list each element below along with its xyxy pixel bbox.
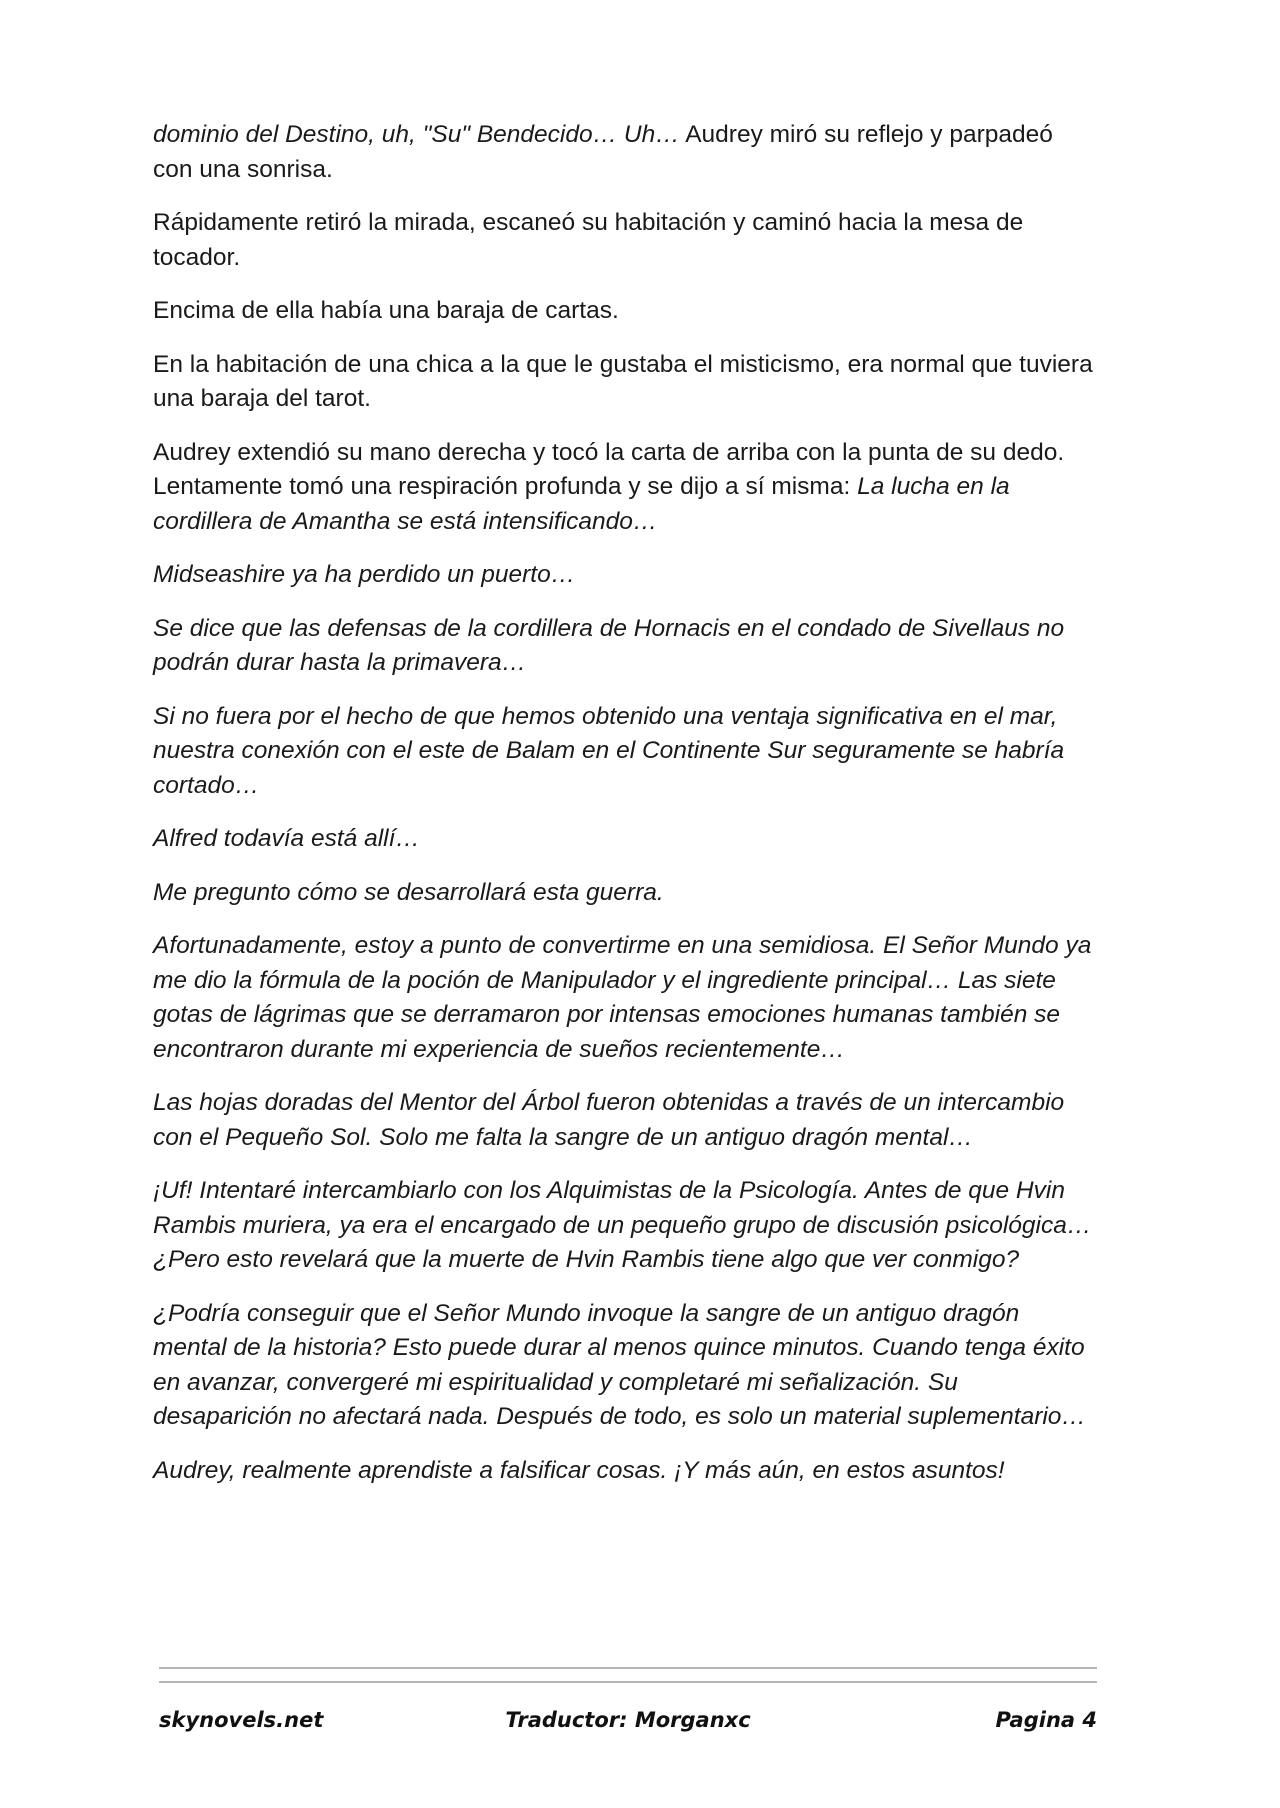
text-segment: Audrey extendió su mano derecha y tocó la carta de arriba con la punta de su dedo. Lentamente tomó una respiración profunda y se dijo a sí misma: [153, 438, 1065, 500]
footer-divider-top [159, 1667, 1097, 1669]
paragraph [153, 294, 1098, 329]
text-segment: Rápidamente retiró la mirada, escaneó su habitación y caminó hacia la mesa de tocador. [153, 209, 1024, 271]
footer-divider-bottom [159, 1681, 1097, 1683]
text-segment: En la habitación de una chica a la que le gustaba el misticismo, era normal que tuviera una baraja del tarot. [153, 350, 1093, 412]
footer-site: skynovels.net [159, 1708, 324, 1732]
paragraph [153, 206, 1098, 275]
footer-page-number: Pagina 4 [995, 1708, 1097, 1732]
italic-text: Afortunadamente, estoy a punto de convertirme en una semidiosa. El Señor Mundo ya me dio la fórmula de la poción de Manipulador y el ingrediente principal… Las siete gotas de lágrimas que se derramaron por intensas emociones humanas también se encontraron durante mi experiencia de sueños recientemente… [153, 932, 1092, 1063]
italic-text: Alfred todavía está allí… [153, 825, 420, 852]
paragraph [153, 612, 1098, 681]
italic-text: ¿Podría conseguir que el Señor Mundo invoque la sangre de un antiguo dragón mental de la historia? Esto puede durar al menos quince minutos. Cuando tenga éxito en avanzar, convergeré mi espiritualidad y completaré mi señalización. Su desaparición no afectará nada. Después de todo, es solo un material suplementario… [153, 1299, 1086, 1430]
paragraph [153, 1174, 1098, 1278]
italic-text: Audrey, realmente aprendiste a falsificar cosas. ¡Y más aún, en estos asuntos! [153, 1456, 1005, 1484]
italic-text: Si no fuera por el hecho de que hemos obtenido una ventaja significativa en el mar, nuestra conexión con el este de Balam en el Continente Sur seguramente se habría cortado… [153, 702, 1065, 799]
text-segment: Audrey miró su reflejo y parpadeó con una sonrisa. [153, 121, 1053, 183]
paragraph [153, 1086, 1098, 1155]
footer-translator: Traductor: Morganxc [505, 1708, 751, 1732]
paragraph [153, 929, 1098, 1067]
italic-text: La lucha en la cordillera de Amantha se está intensificando… [153, 473, 1010, 535]
italic-text: Me pregunto cómo se desarrollará esta guerra. [153, 878, 664, 906]
paragraph [153, 436, 1098, 540]
italic-text: Midseashire ya ha perdido un puerto… [153, 561, 576, 588]
text-segment: Encima de ella había una baraja de cartas. [153, 297, 619, 324]
paragraph [153, 118, 1098, 187]
paragraph [153, 1297, 1098, 1435]
paragraph [153, 1454, 1098, 1489]
italic-text: Las hojas doradas del Mentor del Árbol fueron obtenidas a través de un intercambio con el Pequeño Sol. Solo me falta la sangre de un antiguo dragón mental… [153, 1089, 1065, 1151]
page-footer [159, 1708, 1097, 1748]
paragraph [153, 876, 1098, 911]
italic-text: ¡Uf! Intentaré intercambiarlo con los Alquimistas de la Psicología. Antes de que Hvin Rambis muriera, ya era el encargado de un pequeño grupo de discusión psicológica… ¿Pero esto revelará que la muerte de Hvin Rambis tiene algo que ver conmigo? [153, 1177, 1092, 1273]
body-text [153, 118, 1098, 1507]
paragraph [153, 558, 1098, 593]
paragraph [153, 822, 1098, 857]
paragraph [153, 348, 1098, 417]
italic-text: dominio del Destino, uh, "Su" Bendecido… Uh… [153, 121, 680, 148]
italic-text: Se dice que las defensas de la cordillera de Hornacis en el condado de Sivellaus no podrán durar hasta la primavera… [153, 614, 1065, 676]
paragraph [153, 700, 1098, 804]
